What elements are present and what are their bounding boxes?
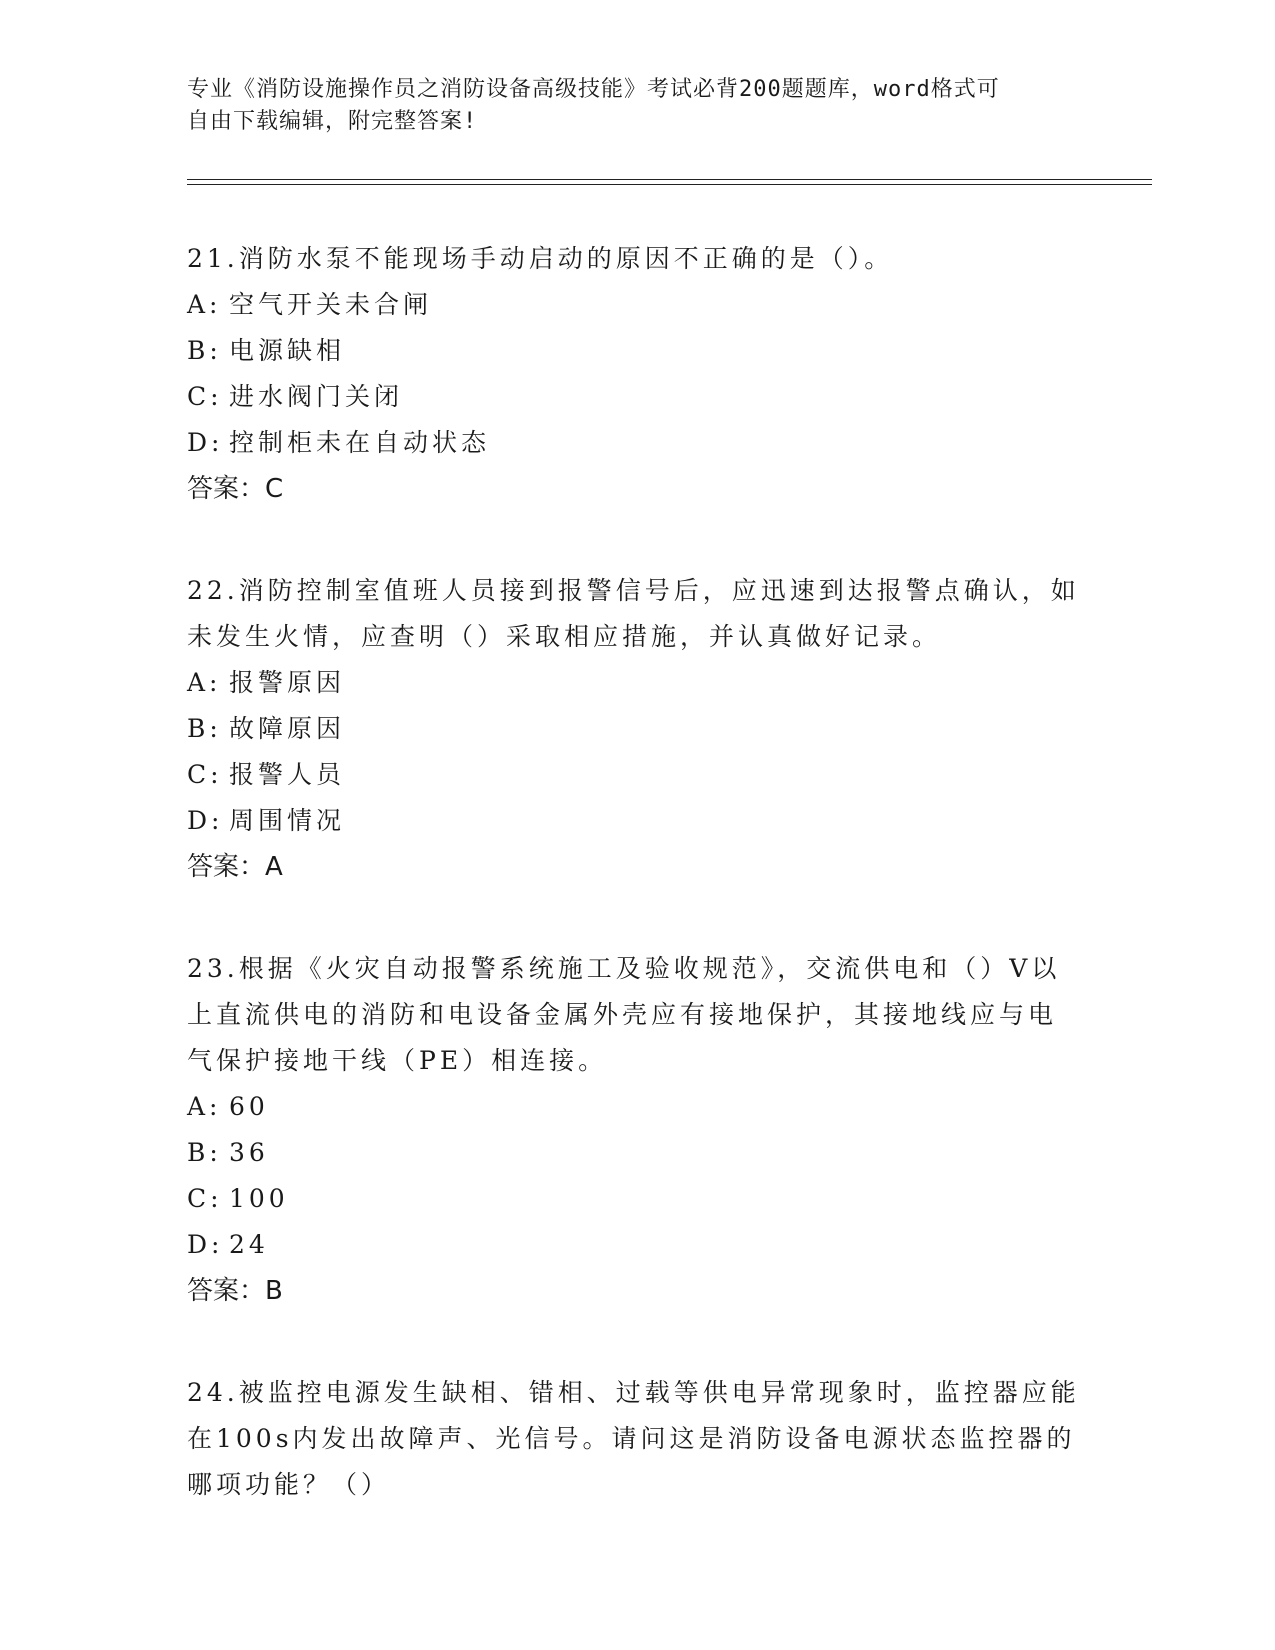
question-stem-line: 哪项功能？（） — [187, 1470, 391, 1499]
answer-option — [187, 328, 1087, 374]
question-stem-line: 21.消防水泵不能现场手动启动的原因不正确的是（）。 — [187, 244, 894, 273]
option-key: C: — [187, 382, 223, 411]
answer-option — [187, 706, 1087, 752]
answer-key: 答案：C — [187, 474, 284, 504]
option-text: 控制柜未在自动状态 — [229, 428, 491, 457]
question-stem — [187, 1370, 1087, 1508]
answer-option — [187, 798, 1087, 844]
question-block — [187, 946, 1087, 1314]
option-key: B: — [187, 714, 222, 743]
question-stem — [187, 568, 1087, 660]
option-text: 24 — [229, 1230, 269, 1259]
answer-key: 答案：B — [187, 1276, 283, 1306]
question-stem-line: 未发生火情，应查明（）采取相应措施，并认真做好记录。 — [187, 622, 942, 651]
option-key: C: — [187, 760, 223, 789]
option-text: 故障原因 — [229, 714, 346, 743]
answer-option — [187, 1084, 1087, 1130]
question-stem — [187, 236, 1087, 282]
option-text: 100 — [229, 1184, 289, 1213]
option-key: A: — [187, 668, 222, 697]
option-key: D: — [187, 806, 224, 835]
question-stem-line: 23.根据《火灾自动报警系统施工及验收规范》，交流供电和（）V以 — [187, 954, 1061, 983]
option-key: B: — [187, 336, 222, 365]
answer-option — [187, 1130, 1087, 1176]
option-text: 60 — [229, 1092, 269, 1121]
header-divider-top — [187, 179, 1152, 180]
answer-option — [187, 420, 1087, 466]
question-stem-line: 气保护接地干线（PE）相连接。 — [187, 1046, 608, 1075]
answer-option — [187, 374, 1087, 420]
question-stem-line: 22.消防控制室值班人员接到报警信号后，应迅速到达报警点确认，如 — [187, 576, 1080, 605]
question-stem — [187, 946, 1087, 1084]
question-stem-line: 上直流供电的消防和电设备金属外壳应有接地保护，其接地线应与电 — [187, 1000, 1058, 1029]
answer-option — [187, 1222, 1087, 1268]
question-stem-line: 在100s内发出故障声、光信号。请问这是消防设备电源状态监控器的 — [187, 1424, 1076, 1453]
option-key: D: — [187, 1230, 224, 1259]
document-header — [187, 74, 1077, 138]
question-block — [187, 236, 1087, 512]
option-text: 空气开关未合闸 — [229, 290, 433, 319]
option-text: 报警人员 — [229, 760, 346, 789]
question-stem-line: 24.被监控电源发生缺相、错相、过载等供电异常现象时，监控器应能 — [187, 1378, 1080, 1407]
option-key: C: — [187, 1184, 223, 1213]
header-divider-bottom — [187, 184, 1152, 185]
header-line-1: 专业《消防设施操作员之消防设备高级技能》考试必背200题题库，word格式可 — [187, 77, 1000, 102]
question-block — [187, 568, 1087, 890]
answer-option — [187, 752, 1087, 798]
option-key: A: — [187, 1092, 222, 1121]
header-line-2: 自由下载编辑，附完整答案! — [187, 109, 478, 134]
option-text: 进水阀门关闭 — [229, 382, 404, 411]
answer-option — [187, 282, 1087, 328]
option-key: A: — [187, 290, 222, 319]
answer-option — [187, 660, 1087, 706]
question-list — [187, 236, 1087, 1564]
answer-key: 答案：A — [187, 852, 283, 882]
option-key: B: — [187, 1138, 222, 1167]
option-text: 报警原因 — [229, 668, 346, 697]
question-block — [187, 1370, 1087, 1508]
option-text: 周围情况 — [229, 806, 346, 835]
option-key: D: — [187, 428, 224, 457]
option-text: 电源缺相 — [229, 336, 346, 365]
option-text: 36 — [229, 1138, 269, 1167]
answer-option — [187, 1176, 1087, 1222]
